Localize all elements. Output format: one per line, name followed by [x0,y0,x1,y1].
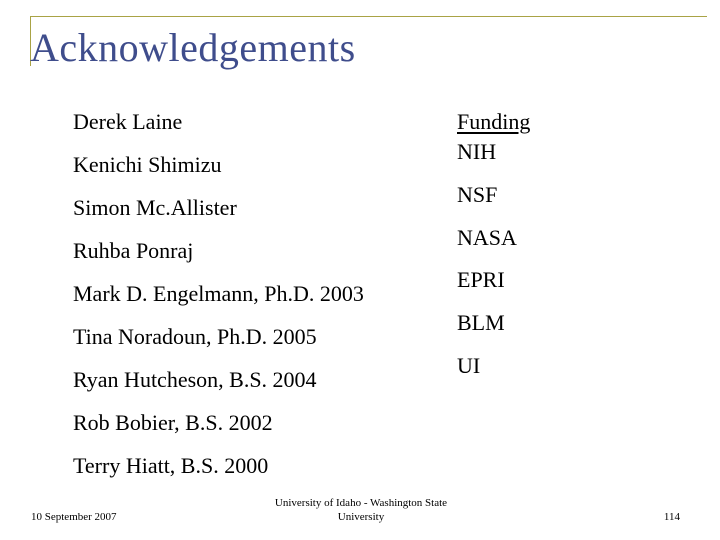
frame-top-line [30,16,707,17]
list-item-funder: UI [457,353,481,378]
footer-date: 10 September 2007 [31,511,117,523]
list-item-funder: EPRI [457,267,505,292]
list-item-person: Tina Noradoun, Ph.D. 2005 [73,324,317,349]
list-item-person: Ryan Hutcheson, B.S. 2004 [73,367,317,392]
list-item-person: Simon Mc.Allister [73,195,237,220]
funding-heading: Funding [457,109,531,134]
slide-title: Acknowledgements [30,25,356,70]
footer-institution [256,496,466,524]
list-item-funder: BLM [457,310,505,335]
list-item-person: Rob Bobier, B.S. 2002 [73,410,273,435]
list-item-person: Ruhba Ponraj [73,238,194,263]
list-item-funder: NSF [457,182,498,207]
list-item-person: Terry Hiatt, B.S. 2000 [73,453,269,478]
footer-page-number: 114 [663,511,680,523]
list-item-person: Derek Laine [73,109,183,134]
footer-institution-line-2: University [337,511,385,523]
list-item-funder: NASA [457,225,517,250]
list-item-person: Mark D. Engelmann, Ph.D. 2003 [73,281,364,306]
list-item-person: Kenichi Shimizu [73,152,222,177]
footer-institution-line-1: University of Idaho - Washington State [274,497,448,509]
list-item-funder: NIH [457,139,497,164]
